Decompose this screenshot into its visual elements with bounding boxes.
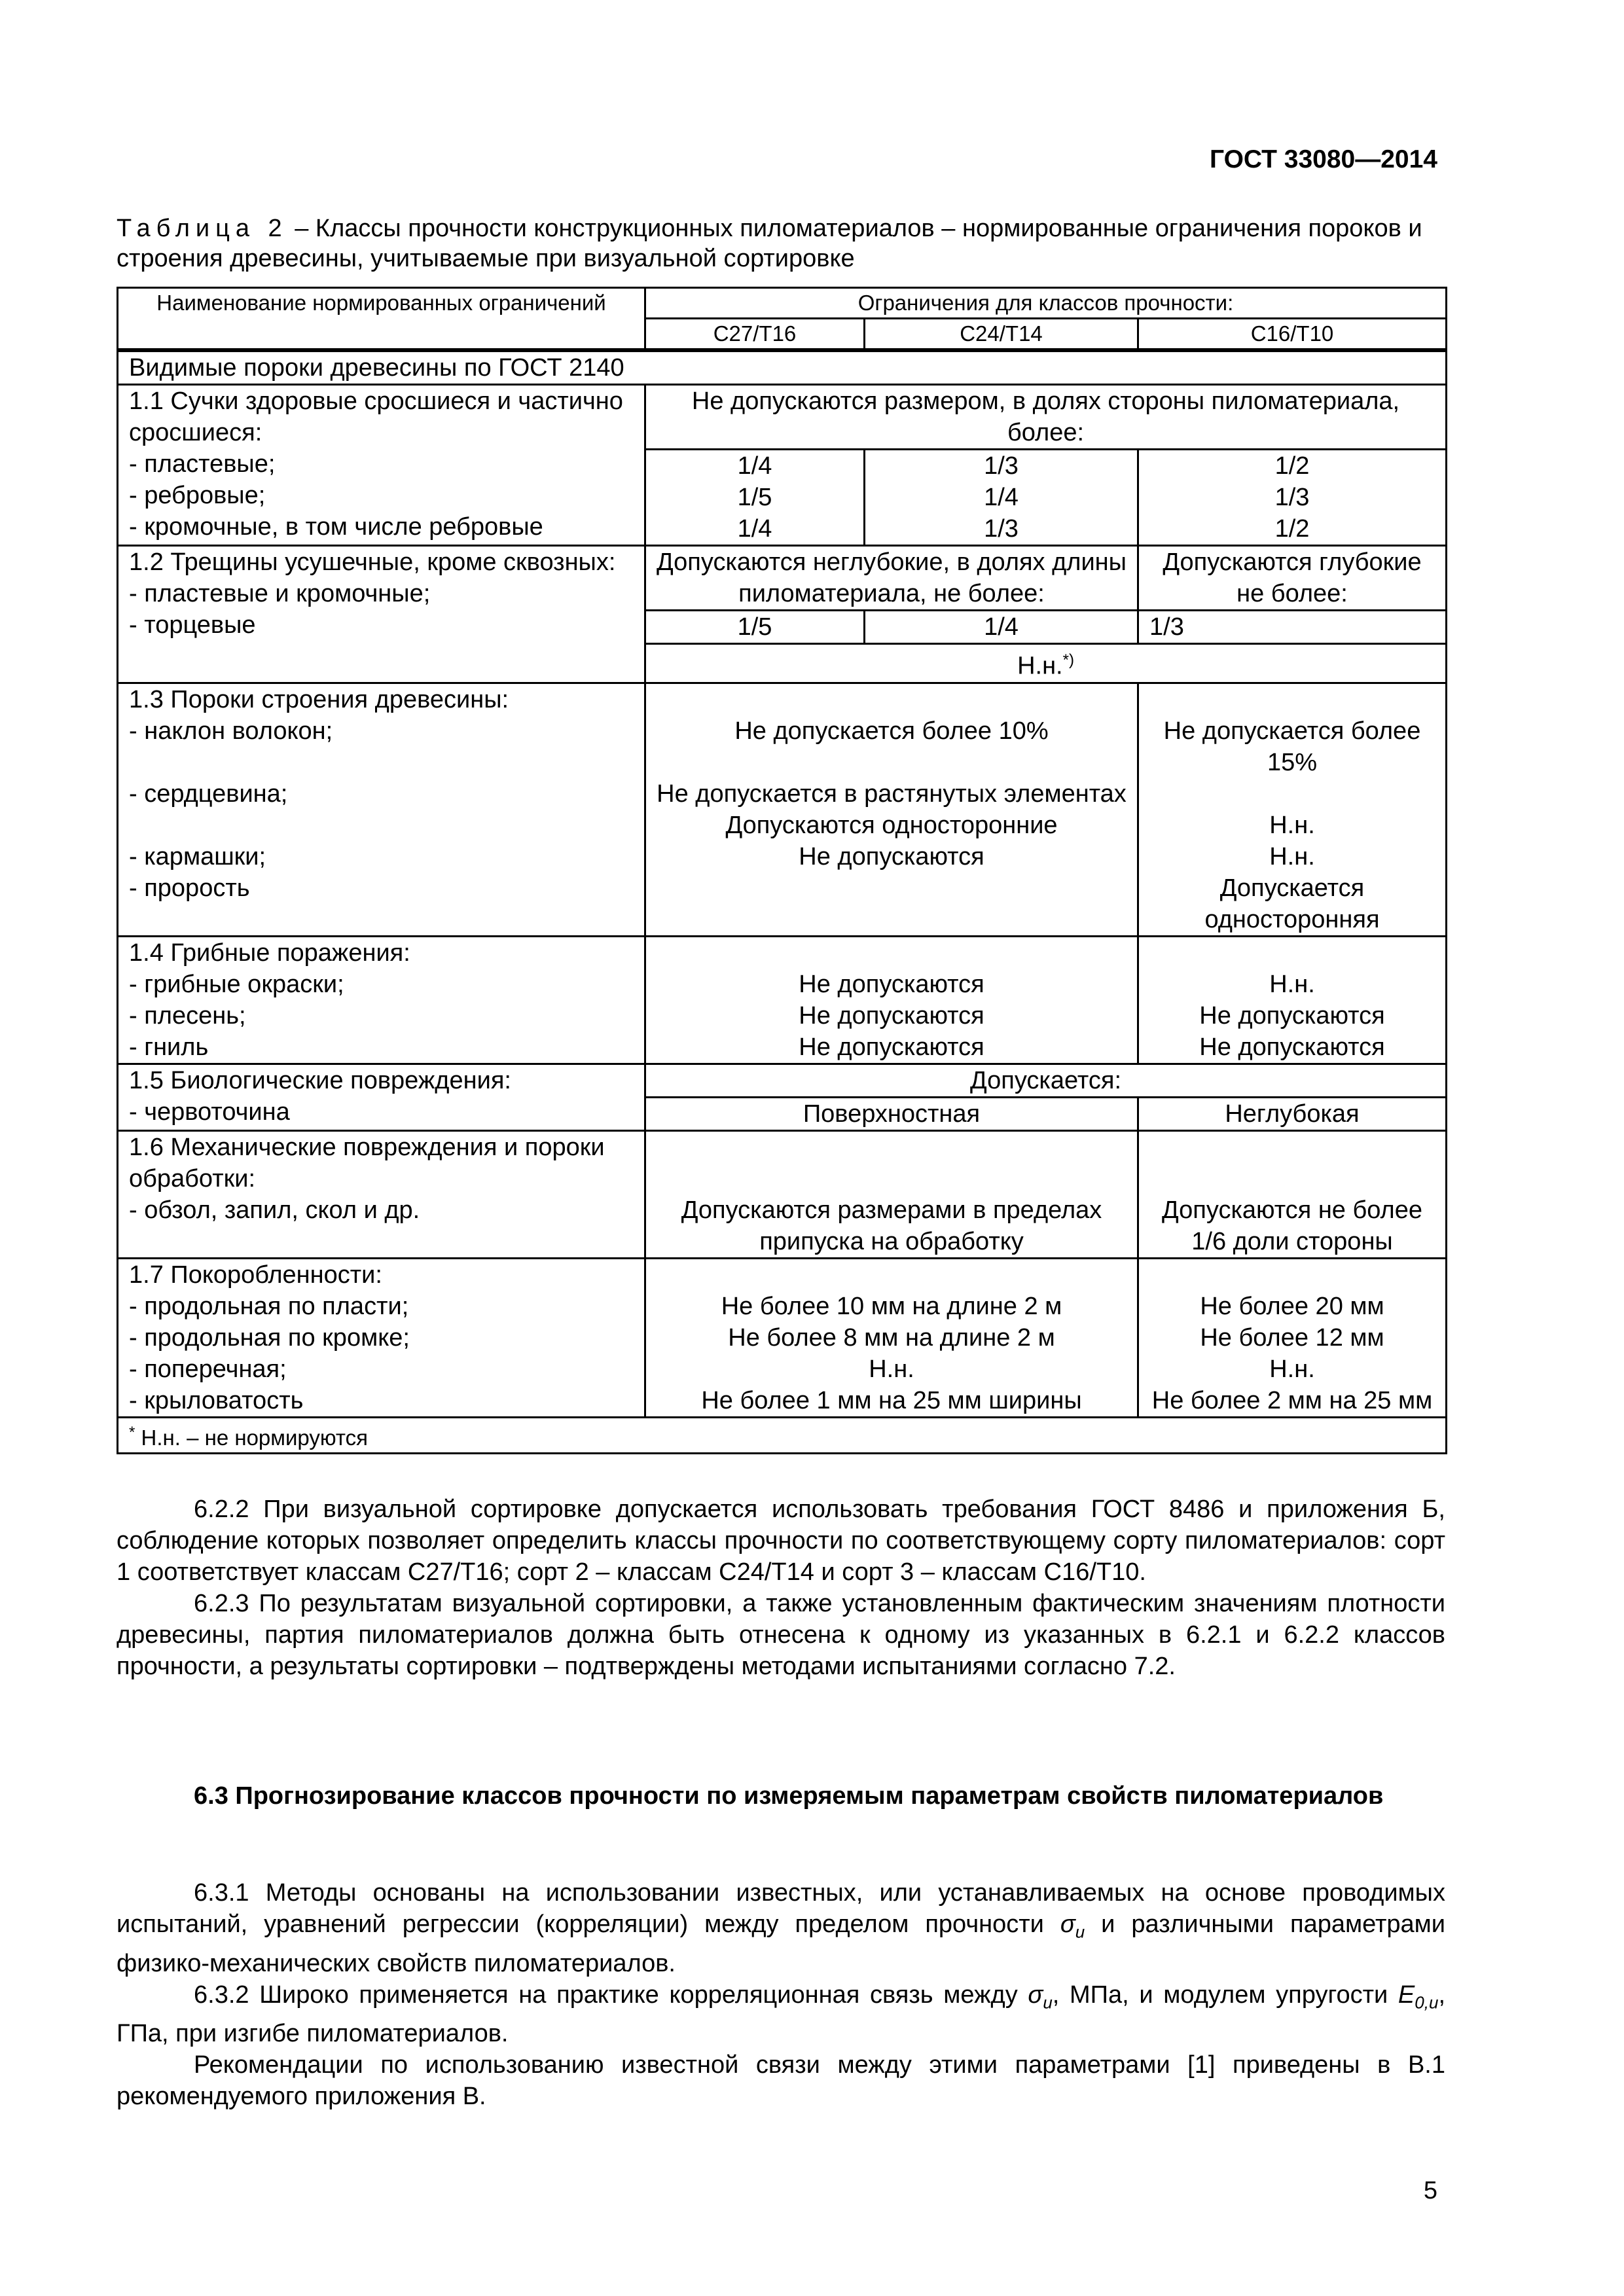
header-class-group: Ограничения для классов прочности: xyxy=(645,288,1447,319)
row-1-1-c16: 1/2 1/3 1/2 xyxy=(1138,450,1447,546)
row-1-1-c27: 1/4 1/5 1/4 xyxy=(645,450,865,546)
table-footnote-row xyxy=(118,1417,1447,1453)
row-1-5-span-note: Допускается: xyxy=(645,1064,1447,1097)
modulus-symbol: E xyxy=(1398,1981,1415,2009)
row-1-7-c27-c24: Не более 10 мм на длине 2 м Не более 8 мм на длине 2 м Н.н. Не более 1 мм на 25 мм ширины xyxy=(645,1258,1138,1417)
row-1-5-c16: Неглубокая xyxy=(1138,1097,1447,1130)
table-row xyxy=(118,936,1447,1064)
modulus-subscript: 0,u xyxy=(1415,1992,1439,2013)
paragraph-6-2-3: 6.2.3 По результатам визуальной сортировки, а также установленным фактическим значениям плотности древесины, партия пиломатериалов должна быть отнесена к одному из указанных в 6.2.1 и 6.2.2 классов прочности, а результаты сортировки – подтверждены методами испытаниями согласно 7.2. xyxy=(117,1590,1445,1680)
row-1-4-name: 1.4 Грибные поражения: - грибные окраски; - плесень; - гниль xyxy=(118,936,645,1064)
row-1-1-span-note: Не допускаются размером, в долях стороны пиломатериала, более: xyxy=(645,385,1447,450)
section-row xyxy=(118,350,1447,385)
row-1-3-c16: Не допускается более 15% Н.н. Н.н. Допускается односторонняя xyxy=(1138,683,1447,936)
page-number: 5 xyxy=(1423,2177,1437,2204)
section-visible-defects: Видимые пороки древесины по ГОСТ 2140 xyxy=(118,350,1447,385)
sigma-symbol: σ xyxy=(1028,1981,1043,2009)
row-1-6-c27-c24: Допускаются размерами в пределах припуска на обработку xyxy=(645,1130,1138,1258)
header-class-c16: С16/Т10 xyxy=(1138,319,1447,351)
header-class-c27: С27/Т16 xyxy=(645,319,865,351)
row-1-4-c27-c24: Не допускаются Не допускаются Не допускаются xyxy=(645,936,1138,1064)
footnote-text: Н.н. – не нормируются xyxy=(135,1425,369,1450)
row-1-1-name: 1.1 Сучки здоровые сросшиеся и частично сросшиеся: - пластевые; - ребровые; - кромочные, в том числе ребровые xyxy=(118,385,645,546)
row-1-7-c16: Не более 20 мм Не более 12 мм Н.н. Не более 2 мм на 25 мм xyxy=(1138,1258,1447,1417)
paragraph-6-3-1-text-b: и различными параметрами физико-механических свойств пиломатериалов. xyxy=(117,1910,1445,1977)
paragraph-6-3-2 xyxy=(117,1979,1445,2050)
section-heading-6-3: 6.3 Прогнозирование классов прочности по измеряемым параметрам свойств пиломатериалов xyxy=(194,1782,1384,1810)
paragraph-6-3-1 xyxy=(117,1877,1445,1979)
header-class-c24: С24/Т14 xyxy=(865,319,1138,351)
body-paragraphs-6-3 xyxy=(117,1877,1445,2112)
document-code: ГОСТ 33080—2014 xyxy=(1210,145,1437,173)
body-paragraphs-6-2 xyxy=(117,1494,1445,1682)
table-footnote xyxy=(118,1417,1447,1453)
table-caption-text: – Классы прочности конструкционных пиломатериалов – нормированные ограничения пороков и строения древесины, учитываемые при визуальной сортировке xyxy=(117,215,1422,272)
table-row xyxy=(118,683,1447,936)
row-1-2-nn-mark: *) xyxy=(1062,651,1074,669)
sigma-subscript: u xyxy=(1043,1992,1053,2013)
footnote-mark: * xyxy=(129,1423,135,1441)
table-row xyxy=(118,1130,1447,1258)
row-1-2-end-cracks xyxy=(645,644,1447,683)
row-1-3-c27-c24: Не допускается более 10% Не допускается в растянутых элементах Допускаются односторонние Не допускаются xyxy=(645,683,1138,936)
row-1-2-shallow-note: Допускаются неглубокие, в долях длины пиломатериала, не более: xyxy=(645,546,1138,611)
row-1-2-deep-note: Допускаются глубокие не более: xyxy=(1138,546,1447,611)
row-1-4-c16: Н.н. Не допускаются Не допускаются xyxy=(1138,936,1447,1064)
header-limitation-name: Наименование нормированных ограничений xyxy=(118,288,645,351)
row-1-2-name: 1.2 Трещины усушечные, кроме сквозных: - пластевые и кромочные; - торцевые xyxy=(118,546,645,683)
sigma-symbol: σ xyxy=(1060,1910,1075,1938)
row-1-6-c16: Допускаются не более 1/6 доли стороны xyxy=(1138,1130,1447,1258)
table-row xyxy=(118,546,1447,611)
paragraph-6-2-2: 6.2.2 При визуальной сортировке допускается использовать требования ГОСТ 8486 и приложения Б, соблюдение которых позволяет определить классы прочности по соответствующему сорту пиломатериалов: сорт 1 соответствует классам С27/Т16; сорт 2 – классам С24/Т14 и сорт 3 – классам С16/Т10. xyxy=(117,1496,1445,1586)
row-1-3-name: 1.3 Пороки строения древесины: - наклон волокон; - сердцевина; - кармашки; - прорость xyxy=(118,683,645,936)
row-1-6-name: 1.6 Механические повреждения и пороки обработки: - обзол, запил, скол и др. xyxy=(118,1130,645,1258)
row-1-1-c24: 1/3 1/4 1/3 xyxy=(865,450,1138,546)
paragraph-6-3-2-text-a: 6.3.2 Широко применяется на практике корреляционная связь между xyxy=(194,1981,1028,2009)
row-1-2-c16: 1/3 xyxy=(1138,611,1447,644)
row-1-7-name: 1.7 Покоробленности: - продольная по пласти; - продольная по кромке; - поперечная; - крыловатость xyxy=(118,1258,645,1417)
row-1-2-c24: 1/4 xyxy=(865,611,1138,644)
table-row xyxy=(118,385,1447,450)
paragraph-recommendations: Рекомендации по использованию известной связи между этими параметрами [1] приведены в В.1 рекомендуемого приложения В. xyxy=(117,2051,1445,2111)
table-caption-label: Таблица 2 xyxy=(117,215,288,242)
row-1-2-c27: 1/5 xyxy=(645,611,865,644)
table-header-row xyxy=(118,288,1447,319)
row-1-2-nn: Н.н. xyxy=(1017,652,1063,680)
table-row xyxy=(118,1258,1447,1417)
strength-classes-table xyxy=(117,287,1447,1454)
paragraph-6-3-2-text-c: , ГПа, при изгибе пиломатериалов. xyxy=(117,1981,1445,2048)
paragraph-6-3-1-text-a: 6.3.1 Методы основаны на использовании известных, или устанавливаемых на основе проводимых испытаний, уравнений регрессии (корреляции) между пределом прочности xyxy=(117,1879,1445,1938)
table-caption xyxy=(117,213,1426,274)
row-1-5-name: 1.5 Биологические повреждения: - червоточина xyxy=(118,1064,645,1130)
row-1-5-c27-c24: Поверхностная xyxy=(645,1097,1138,1130)
table-row xyxy=(118,1064,1447,1097)
paragraph-6-3-2-text-b: , МПа, и модулем упругости xyxy=(1052,1981,1398,2009)
sigma-subscript: u xyxy=(1075,1922,1085,1942)
